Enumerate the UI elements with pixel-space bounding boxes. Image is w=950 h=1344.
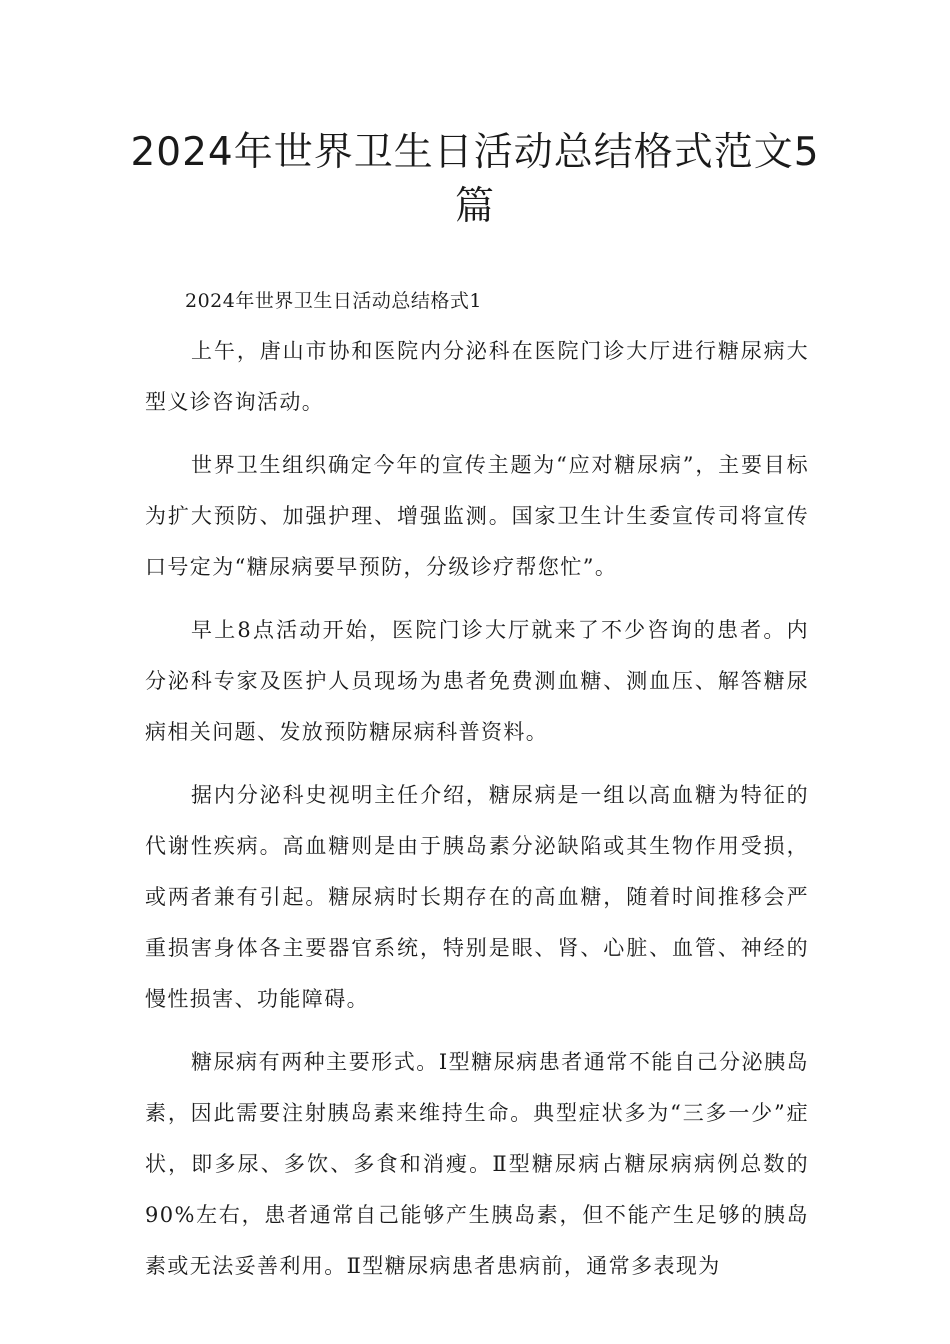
paragraph-5: 糖尿病有两种主要形式。Ⅰ型糖尿病患者通常不能自己分泌胰岛素，因此需要注射胰岛素来维持生命。典型症状多为“三多一少”症状，即多尿、多饮、多食和消瘦。Ⅱ型糖尿病占糖尿病病例总数的90%左右，患者通常自己能够产生胰岛素，但不能产生足够的胰岛素或无法妥善利用。Ⅱ型糖尿病患者患病前，通常多表现为 bbox=[145, 1050, 809, 1278]
paragraph-1: 上午，唐山市协和医院内分泌科在医院门诊大厅进行糖尿病大型义诊咨询活动。 bbox=[145, 339, 809, 414]
document-body bbox=[145, 284, 809, 1304]
paragraph-3: 早上8点活动开始，医院门诊大厅就来了不少咨询的患者。内分泌科专家及医护人员现场为患者免费测血糖、测血压、解答糖尿病相关问题、发放预防糖尿病科普资料。 bbox=[145, 618, 809, 744]
paragraph-4: 据内分泌科史视明主任介绍，糖尿病是一组以高血糖为特征的代谢性疾病。高血糖则是由于胰岛素分泌缺陷或其生物作用受损，或两者兼有引起。糖尿病时长期存在的高血糖，随着时间推移会严重损害身体各主要器官系统，特别是眼、肾、心脏、血管、神经的慢性损害、功能障碍。 bbox=[145, 783, 809, 1011]
section-heading: 2024年世界卫生日活动总结格式1 bbox=[185, 290, 482, 312]
paragraph-2: 世界卫生组织确定今年的宣传主题为“应对糖尿病”，主要目标为扩大预防、加强护理、增强监测。国家卫生计生委宣传司将宣传口号定为“糖尿病要早预防，分级诊疗帮您忙”。 bbox=[145, 453, 809, 579]
document-title: 2024年世界卫生日活动总结格式范文5篇 bbox=[130, 130, 820, 229]
